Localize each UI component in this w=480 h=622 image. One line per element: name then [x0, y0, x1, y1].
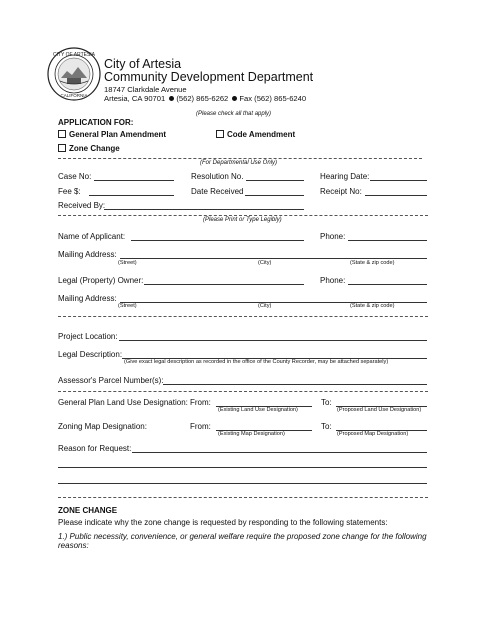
- zone-change-q1: 1.) Public necessity, convenience, or general welfare require the proposed zone change for the following: [58, 532, 427, 541]
- city-seal-logo: [47, 47, 101, 101]
- divider: [58, 497, 428, 498]
- gp-from-label: From:: [190, 398, 211, 407]
- zoning-existing-hint: (Existing Map Designation): [218, 431, 285, 437]
- bullet-icon: [232, 96, 237, 101]
- hearing-date-label: Hearing Date:: [320, 172, 370, 181]
- receipt-no-label: Receipt No:: [320, 187, 362, 196]
- fee-field[interactable]: [89, 195, 174, 196]
- owner-label: Legal (Property) Owner:: [58, 276, 144, 285]
- date-received-label: Date Received: [191, 187, 244, 196]
- applicant-phone-label: Phone:: [320, 232, 346, 241]
- street-address: 18747 Clarkdale Avenue: [104, 85, 187, 94]
- city-title: City of Artesia: [104, 57, 182, 71]
- gp-proposed-hint: (Proposed Land Use Designation): [337, 407, 422, 413]
- checkbox-icon[interactable]: [58, 130, 66, 138]
- reason-field-line[interactable]: [132, 452, 427, 453]
- resolution-no-field[interactable]: [246, 180, 304, 181]
- option-general-plan[interactable]: General Plan Amendment: [58, 130, 166, 140]
- hearing-date-field[interactable]: [370, 180, 427, 181]
- reason-field-line[interactable]: [58, 467, 427, 468]
- application-title: APPLICATION FOR:: [58, 118, 134, 127]
- mailing-address-label: Mailing Address:: [58, 250, 117, 259]
- dept-use-note: (For Departmental Use Only): [200, 160, 278, 166]
- legal-description-note: (Give exact legal description as recorded in the office of the County Recorder, may be attached separately): [124, 359, 389, 365]
- owner-state-zip-hint: (State & zip code): [350, 303, 395, 309]
- contact-line: [104, 94, 306, 103]
- date-received-field[interactable]: [245, 195, 304, 196]
- option-zone-change[interactable]: Zone Change: [58, 144, 120, 154]
- zone-change-intro: Please indicate why the zone change is requested by responding to the following statements:: [58, 518, 388, 527]
- reason-field-line[interactable]: [58, 483, 427, 484]
- project-location-label: Project Location:: [58, 332, 118, 341]
- resolution-no-label: Resolution No.: [191, 172, 244, 181]
- owner-street-hint: (Street): [118, 303, 137, 309]
- street-hint: (Street): [118, 260, 137, 266]
- divider: [58, 158, 422, 159]
- print-note: (Please Print or Type Legibly): [203, 217, 282, 223]
- apn-label: Assessor's Parcel Number(s):: [58, 376, 164, 385]
- bullet-icon: [169, 96, 174, 101]
- zoning-designation-label: Zoning Map Designation:: [58, 422, 147, 431]
- svg-text:CALIFORNIA: CALIFORNIA: [60, 93, 88, 98]
- receipt-no-field[interactable]: [365, 195, 427, 196]
- received-by-field[interactable]: [104, 209, 304, 210]
- mailing-address-field[interactable]: [120, 258, 427, 259]
- owner-mailing-label: Mailing Address:: [58, 294, 117, 303]
- fee-label: Fee $:: [58, 187, 81, 196]
- gp-to-label: To:: [321, 398, 332, 407]
- phone-number: (562) 865-6262: [176, 94, 229, 103]
- owner-field[interactable]: [144, 284, 304, 285]
- applicant-name-label: Name of Applicant:: [58, 232, 126, 241]
- city-hint: (City): [258, 260, 272, 266]
- owner-city-hint: (City): [258, 303, 272, 309]
- apn-field[interactable]: [163, 384, 427, 385]
- divider: [58, 391, 428, 392]
- department-title: Community Development Department: [104, 70, 314, 84]
- legal-description-label: Legal Description:: [58, 350, 123, 359]
- svg-text:CITY OF ARTESIA: CITY OF ARTESIA: [52, 52, 96, 58]
- case-no-field[interactable]: [94, 180, 174, 181]
- fax-number: Fax (562) 865-6240: [239, 94, 307, 103]
- option-code-amendment[interactable]: Code Amendment: [216, 130, 295, 140]
- zoning-proposed-hint: (Proposed Map Designation): [337, 431, 409, 437]
- check-note: (Please check all that apply): [196, 111, 272, 117]
- divider: [58, 316, 428, 317]
- reason-label: Reason for Request:: [58, 444, 132, 453]
- zone-change-q1-cont: reasons:: [58, 541, 89, 550]
- owner-phone-label: Phone:: [320, 276, 346, 285]
- project-location-field[interactable]: [119, 340, 427, 341]
- zoning-from-label: From:: [190, 422, 211, 431]
- checkbox-icon[interactable]: [216, 130, 224, 138]
- city-state-zip: Artesia, CA 90701: [104, 94, 166, 103]
- gp-existing-hint: (Existing Land Use Designation): [218, 407, 298, 413]
- applicant-name-field[interactable]: [131, 240, 304, 241]
- gp-designation-label: General Plan Land Use Designation:: [58, 398, 188, 407]
- zoning-to-label: To:: [321, 422, 332, 431]
- case-no-label: Case No:: [58, 172, 92, 181]
- divider: [58, 215, 428, 216]
- checkbox-icon[interactable]: [58, 144, 66, 152]
- zone-change-title: ZONE CHANGE: [58, 506, 118, 515]
- state-zip-hint: (State & zip code): [350, 260, 395, 266]
- owner-phone-field[interactable]: [348, 284, 427, 285]
- applicant-phone-field[interactable]: [348, 240, 427, 241]
- received-by-label: Received By:: [58, 201, 106, 210]
